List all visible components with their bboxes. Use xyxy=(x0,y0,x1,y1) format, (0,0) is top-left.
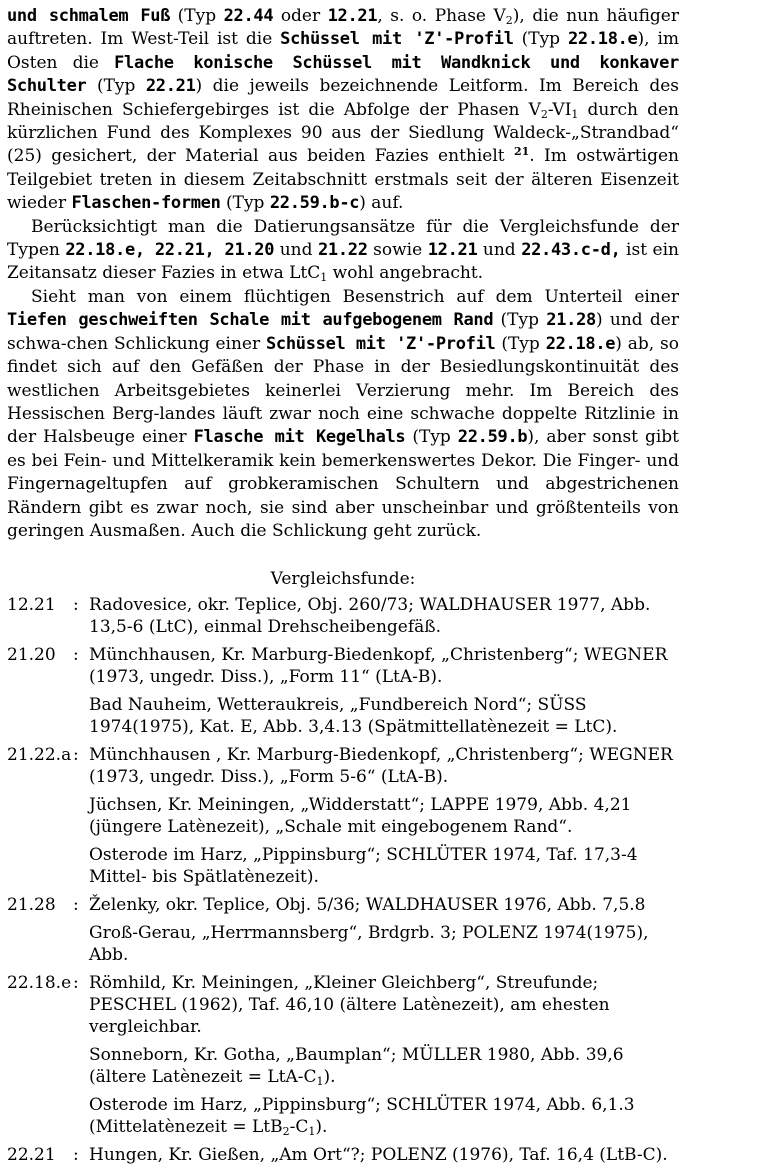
text-run: (Typ xyxy=(86,76,146,97)
text-run: durch den kürzlichen Fund des Komplexes 90 aus der Siedlung Waldeck-„Strandbad“ (25) gesichert, der Material aus beiden Fazies enthielt xyxy=(7,99,679,167)
bold-term: 22.59.b xyxy=(457,427,528,448)
text-run: Münchhausen , Kr. Marburg-Biedenkopf, „Christenberg“; WEGNER (1973, ungedr. Diss.), „Form 5-6“ (LtA-B). xyxy=(89,745,673,788)
text-run: ), aber sonst gibt es bei Fein- und Mittelkeramik kein bemerkenswertes Dekor. Die Finger- und Fingernageltupfen auf grobkeramischen Schultern und abgestrichenen Rändern gibt es zwar noch, sie sind aber unscheinbar und größtenteils von geringen Ausmaßen. Auch die Schlickung geht zurück. xyxy=(7,427,680,541)
text-run: (Typ xyxy=(220,193,270,214)
footnote-ref: 21 xyxy=(513,145,530,159)
find-references xyxy=(89,644,679,738)
comparison-entry xyxy=(7,972,679,1138)
comparison-entry xyxy=(7,744,679,888)
find-reference xyxy=(89,644,679,688)
find-reference xyxy=(89,694,679,738)
type-code: 12.21 xyxy=(7,595,56,616)
bold-term: Flaschen-formen xyxy=(71,193,221,214)
find-reference xyxy=(89,794,679,838)
text-run: Bad Nauheim, Wetteraukreis, „Fundbereich Nord“; SÜSS 1974(1975), Kat. E, Abb. 3,4.13 (Spätmittellatènezeit = LtC). xyxy=(89,695,618,738)
find-reference xyxy=(89,844,679,888)
text-run: ). xyxy=(315,1117,328,1138)
text-run: (Typ xyxy=(493,310,547,331)
text-run: oder xyxy=(273,6,328,26)
body-text xyxy=(7,5,679,543)
text-run: ) und der schwa-chen Schlickung einer xyxy=(7,310,679,354)
subscript: 1 xyxy=(320,271,328,285)
subscript: 2 xyxy=(282,1125,290,1139)
text-run: -VI xyxy=(547,99,572,120)
type-code: 21.22.a xyxy=(7,745,72,766)
bold-term: und schmalem Fuß xyxy=(7,6,171,26)
text-run: ) ab, so findet sich auf den Gefäßen der Phase in der Besiedlungskontinuität des westlichen Arbeitsgebietes keinerlei Verzierung mehr. Im Bereich des Hessischen Berg-landes läuft zwar noch eine schwache doppelte Ritzlinie in der Halsbeuge einer xyxy=(7,333,680,448)
text-run: wohl angebracht. xyxy=(327,263,484,284)
text-run: ) die jeweils bezeichnende Leitform. Im Bereich des Rheinischen Schiefergebirges ist die Abfolge der Phasen V xyxy=(7,76,680,120)
comparison-entry xyxy=(7,594,679,638)
text-run: ) auf. xyxy=(359,193,404,214)
text-run: ), im Osten die xyxy=(7,29,679,73)
find-reference xyxy=(89,1144,679,1166)
text-run: (Typ xyxy=(170,6,224,26)
text-run: Groß-Gerau, „Herrmannsberg“, Brdgrb. 3; POLENZ 1974(1975), Abb. xyxy=(89,923,649,966)
find-reference xyxy=(89,1094,679,1138)
text-run: und xyxy=(477,240,522,261)
text-run: sowie xyxy=(367,240,428,261)
text-run: (Typ xyxy=(405,427,458,448)
find-reference xyxy=(89,922,679,966)
text-run: und xyxy=(274,240,318,261)
text-run: Želenky, okr. Teplice, Obj. 5/36; WALDHAUSER 1976, Abb. 7,5.8 xyxy=(89,895,646,916)
text-run: (Typ xyxy=(495,333,546,354)
text-run: ist ein Zeitansatz dieser Fazies in etwa LtC xyxy=(7,240,679,284)
bold-term: Flache konische Schüssel mit Wandknick und konkaver Schulter xyxy=(7,52,679,97)
text-run: , s. o. Phase V xyxy=(377,6,506,26)
separator: : xyxy=(73,645,79,666)
text-run: Münchhausen, Kr. Marburg-Biedenkopf, „Christenberg“; WEGNER (1973, ungedr. Diss.), „Form 11“ (LtA-B). xyxy=(89,645,668,688)
comparison-entry xyxy=(7,894,679,966)
find-reference xyxy=(89,1044,679,1088)
text-run: (Typ xyxy=(513,29,568,50)
bold-term: 22.18.e xyxy=(567,29,638,50)
bold-term: 22.44 xyxy=(223,6,274,26)
text-run: Römhild, Kr. Meiningen, „Kleiner Gleichberg“, Streufunde; PESCHEL (1962), Taf. 46,10 (ältere Latènezeit), am ehesten vergleichbar. xyxy=(89,973,610,1038)
text-run: Berücksichtigt man die Datierungsansätze für die Vergleichsfunde der Typen xyxy=(7,216,679,261)
bold-term: 22.18.e, 22.21, 21.20 xyxy=(65,240,275,261)
type-code: 21.20 xyxy=(7,645,56,666)
find-reference xyxy=(89,972,679,1038)
type-code: 22.21 xyxy=(7,1145,56,1166)
text-run: Radovesice, okr. Teplice, Obj. 260/73; WALDHAUSER 1977, Abb. 13,5-6 (LtC), einmal Drehscheibengefäß. xyxy=(89,595,651,638)
find-references xyxy=(89,594,679,638)
text-run: ), die nun häufiger auftreten. Im West-Teil ist die xyxy=(7,6,679,50)
bold-term: Flasche mit Kegelhals xyxy=(193,427,406,448)
comparison-entry xyxy=(7,1144,679,1166)
text-run: Osterode im Harz, „Pippinsburg“; SCHLÜTER 1974, Abb. 6,1.3 (Mittelatènezeit = LtB xyxy=(89,1095,635,1138)
bold-term: Tiefen geschweiften Schale mit aufgebogenem Rand xyxy=(7,310,494,331)
bold-term: 22.21 xyxy=(145,76,196,97)
bold-term: 12.21 xyxy=(427,240,478,261)
bold-term: 22.59.b-c xyxy=(269,193,360,214)
find-references xyxy=(89,894,679,966)
separator: : xyxy=(73,973,79,994)
find-references xyxy=(89,1144,679,1166)
document-page xyxy=(7,5,679,1172)
text-run: Osterode im Harz, „Pippinsburg“; SCHLÜTER 1974, Taf. 17,3-4 Mittel- bis Spätlatènezeit). xyxy=(89,845,638,888)
bold-term: 21.28 xyxy=(546,310,596,331)
bold-term: 22.43.c-d, xyxy=(521,240,621,261)
bold-term: 22.18.e xyxy=(545,333,616,354)
separator: : xyxy=(73,1145,79,1166)
section-heading: Vergleichsfunde: xyxy=(270,569,416,590)
comparison-entry xyxy=(7,644,679,738)
bold-term: 12.21 xyxy=(327,6,378,26)
bold-term: 21.22 xyxy=(317,240,368,261)
find-reference xyxy=(89,744,679,788)
subscript: 2 xyxy=(540,107,548,121)
text-run: -C xyxy=(289,1117,309,1138)
subscript: 2 xyxy=(505,14,513,27)
text-run: . Im ostwärtigen Teilgebiet treten in diesem Zeitabschnitt erstmals seit der älteren Eisenzeit wieder xyxy=(7,146,679,214)
text-run: Hungen, Kr. Gießen, „Am Ort“?; POLENZ (1976), Taf. 16,4 (LtB-C). xyxy=(89,1145,668,1166)
paragraph xyxy=(7,5,679,216)
subscript: 1 xyxy=(316,1075,324,1089)
separator: : xyxy=(73,895,79,916)
bold-term: Schüssel mit 'Z'-Profil xyxy=(265,333,496,354)
text-run: Sieht man von einem flüchtigen Besenstrich auf dem Unterteil einer xyxy=(31,286,679,307)
subscript: 1 xyxy=(308,1125,316,1139)
subscript: 1 xyxy=(571,107,579,121)
paragraph xyxy=(7,216,679,286)
text-run: ). xyxy=(323,1067,336,1088)
paragraph xyxy=(7,286,679,543)
type-code: 22.18.e xyxy=(7,973,72,994)
find-reference xyxy=(89,894,679,916)
type-code: 21.28 xyxy=(7,895,56,916)
separator: : xyxy=(73,745,79,766)
find-references xyxy=(89,972,679,1138)
comparison-finds-list xyxy=(7,594,679,1166)
find-reference xyxy=(89,594,679,638)
text-run: Sonneborn, Kr. Gotha, „Baumplan“; MÜLLER 1980, Abb. 39,6 (ältere Latènezeit = LtA-C xyxy=(89,1045,624,1088)
text-run: Jüchsen, Kr. Meiningen, „Widderstatt“; LAPPE 1979, Abb. 4,21 (jüngere Latènezeit), „Schale mit eingebogenem Rand“. xyxy=(89,795,632,838)
find-references xyxy=(89,744,679,888)
separator: : xyxy=(73,595,79,616)
bold-term: Schüssel mit 'Z'-Profil xyxy=(280,29,514,50)
